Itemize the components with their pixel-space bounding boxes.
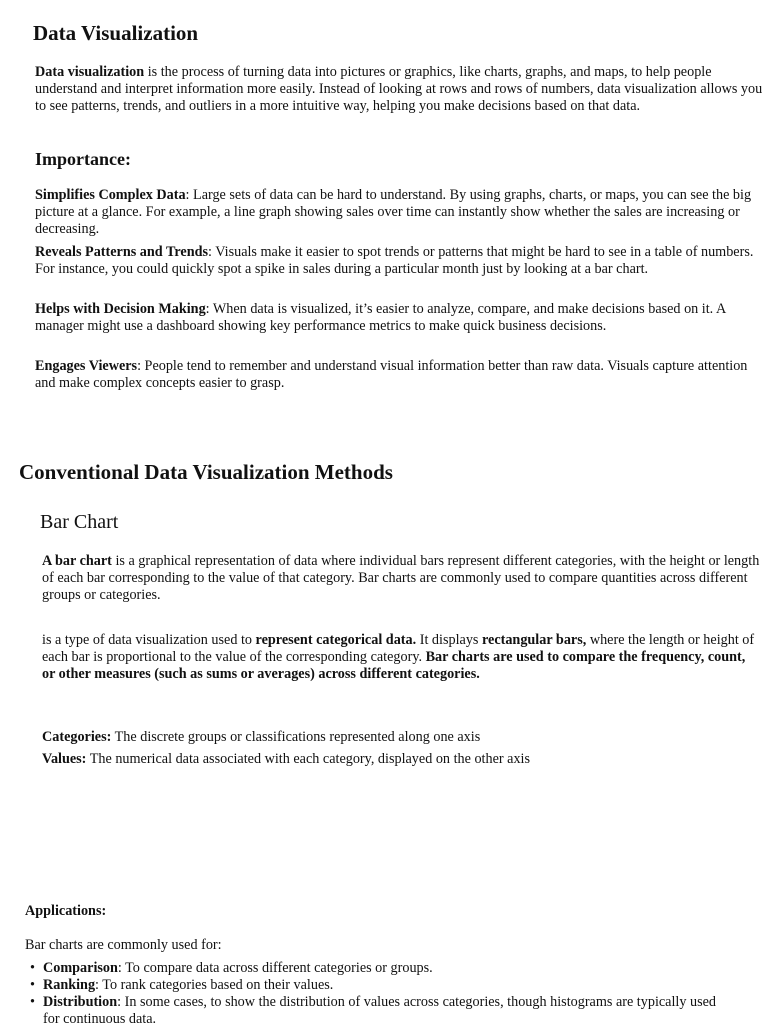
importance-term: Helps with Decision Making xyxy=(35,301,206,317)
application-term: Distribution xyxy=(43,994,118,1010)
bullet-icon: • xyxy=(30,977,35,993)
importance-heading: Importance: xyxy=(35,149,131,169)
application-text: : In some cases, to show the distribution of values across categories, though histograms are typically used for continuous data. xyxy=(43,994,717,1027)
bar-chart-heading: Bar Chart xyxy=(40,511,119,533)
bar-chart-description xyxy=(42,632,760,683)
applications-list xyxy=(25,960,725,1028)
desc-emphasis: Bar charts are used to compare the frequency, count, or other measures (such as sums or averages) across different categories. xyxy=(42,649,746,682)
values-text: The numerical data associated with each category, displayed on the other axis xyxy=(86,751,531,767)
values-term: Values: xyxy=(42,751,87,767)
conventional-methods-heading: Conventional Data Visualization Methods xyxy=(19,460,393,484)
applications-heading: Applications: xyxy=(25,903,107,919)
importance-item-decision xyxy=(35,301,765,335)
importance-term: Simplifies Complex Data xyxy=(35,187,186,203)
list-item xyxy=(25,977,725,994)
desc-text: is a type of data visualization used to xyxy=(42,632,256,648)
importance-item-simplifies xyxy=(35,187,765,238)
bullet-icon: • xyxy=(30,994,35,1010)
importance-text: : Large sets of data can be hard to understand. By using graphs, charts, or maps, you can see the big picture at a glance. For example, a line graph showing sales over time can instantly show whether the sales are increasing or decreasing. xyxy=(35,187,752,237)
desc-text: It displays xyxy=(416,632,482,648)
values-definition xyxy=(42,751,762,768)
importance-term: Engages Viewers xyxy=(35,358,138,374)
importance-text: : People tend to remember and understand visual information better than raw data. Visuals capture attention and make complex concepts easier to grasp. xyxy=(35,358,748,391)
importance-text: : Visuals make it easier to spot trends or patterns that might be hard to see in a table of numbers. For instance, you could quickly spot a spike in sales during a particular month just by looking at a bar chart. xyxy=(35,244,754,277)
bar-chart-def-text: is a graphical representation of data where individual bars represent different categories, with the height or length of each bar corresponding to the value of that category. Bar charts are commonly used to compare quantities across different groups or categories. xyxy=(42,553,760,603)
categories-term: Categories: xyxy=(42,729,112,745)
bar-chart-definition xyxy=(42,553,768,604)
desc-emphasis: represent categorical data. xyxy=(255,632,417,648)
categories-text: The discrete groups or classifications represented along one axis xyxy=(111,729,481,745)
importance-item-patterns xyxy=(35,244,765,278)
list-item xyxy=(25,960,725,977)
importance-text: : When data is visualized, it’s easier to analyze, compare, and make decisions based on it. A manager might use a dashboard showing key performance metrics to make quick business decisions. xyxy=(35,301,726,334)
intro-term: Data visualization xyxy=(35,64,145,80)
page-title: Data Visualization xyxy=(33,21,199,45)
list-item xyxy=(25,994,725,1028)
intro-text: is the process of turning data into pictures or graphics, like charts, graphs, and maps, to help people understand and interpret information more easily. Instead of looking at rows and rows of numbers, data visualization allows you to see patterns, trends, and outliers in a more intuitive way, helping you make decisions based on that data. xyxy=(35,64,763,114)
application-text: : To compare data across different categories or groups. xyxy=(117,960,433,976)
application-term: Ranking xyxy=(43,977,96,993)
importance-term: Reveals Patterns and Trends xyxy=(35,244,209,260)
desc-text: where the length or height of each bar is proportional to the value of the corresponding category. xyxy=(42,632,755,665)
application-term: Comparison xyxy=(43,960,118,976)
applications-intro: Bar charts are commonly used for: xyxy=(25,937,222,953)
intro-paragraph xyxy=(35,64,765,115)
desc-emphasis: rectangular bars, xyxy=(481,632,587,648)
bullet-icon: • xyxy=(30,960,35,976)
bar-chart-def-term: A bar chart xyxy=(42,553,112,569)
categories-definition xyxy=(42,729,762,746)
application-text: : To rank categories based on their values. xyxy=(95,977,334,993)
importance-item-engages xyxy=(35,358,765,392)
